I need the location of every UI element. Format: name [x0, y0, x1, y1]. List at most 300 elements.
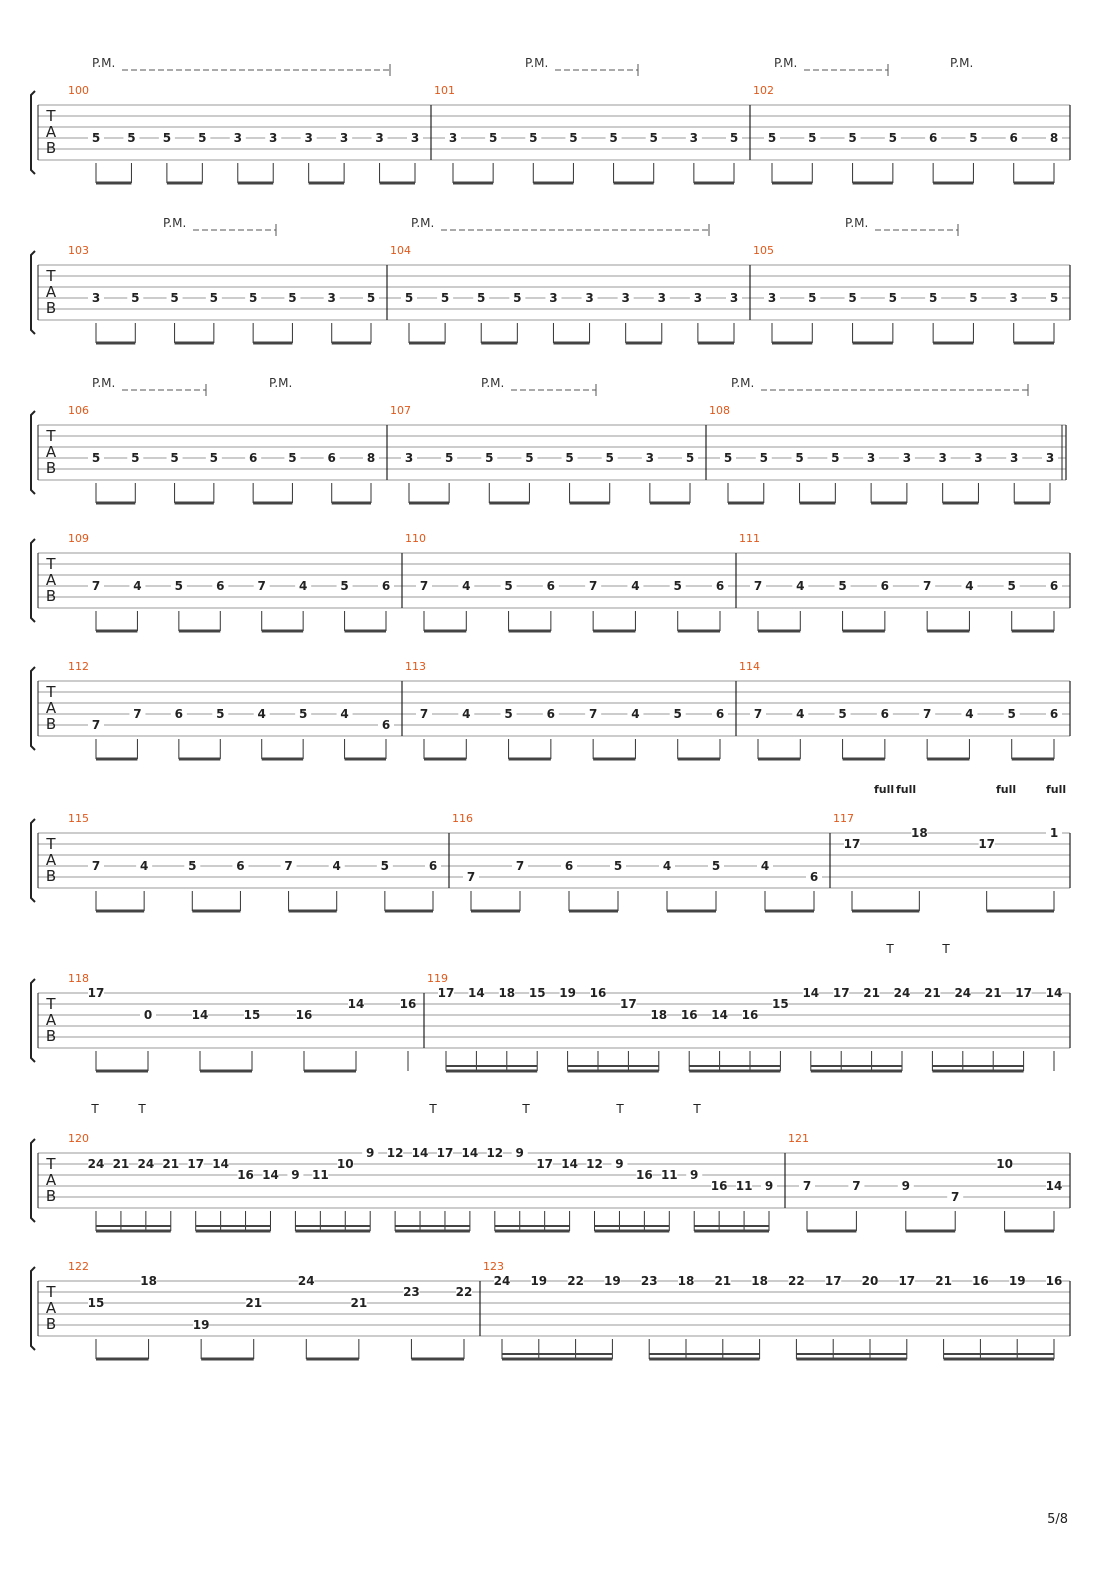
tab-note: 6 [216, 579, 225, 593]
tab-note: 5 [170, 451, 179, 465]
tab-note: 6 [715, 579, 725, 593]
system-bracket [31, 979, 35, 1062]
measure-number: 109 [68, 532, 89, 545]
bend-label: full [896, 783, 917, 796]
tab-note: 18 [498, 986, 516, 1000]
tab-note: 5 [298, 707, 308, 721]
measure-number: 114 [739, 660, 760, 673]
tab-note: 7 [852, 1179, 861, 1193]
tab-note: 9 [690, 1168, 699, 1182]
tab-note: 16 [680, 1008, 698, 1022]
tab-note: 16 [589, 986, 607, 1000]
tab-note: 17 [1015, 986, 1032, 1000]
tab-note: 7 [257, 579, 266, 593]
tab-note: 4 [965, 579, 974, 593]
tab-note: 19 [559, 986, 576, 1000]
tab-note: 7 [466, 870, 476, 884]
tab-note: 6 [428, 859, 438, 873]
tab-note: 5 [565, 451, 574, 465]
tab-note: 3 [938, 451, 947, 465]
tab-clef-letter: A [45, 1011, 57, 1029]
measure-number: 105 [753, 244, 774, 257]
tab-note: 21 [112, 1157, 130, 1171]
tab-note: 5 [288, 291, 297, 305]
tab-note: 9 [764, 1179, 774, 1193]
tab-note: 18 [751, 1274, 768, 1288]
measure-number: 123 [483, 1260, 504, 1273]
tab-note: 7 [284, 859, 293, 873]
tab-note: 5 [366, 291, 376, 305]
tab-note: 16 [237, 1168, 254, 1182]
tab-note: 17 [832, 986, 850, 1000]
measure-number: 103 [68, 244, 89, 257]
tab-note: 14 [1045, 1179, 1063, 1193]
tab-note: 17 [437, 986, 455, 1000]
tab-note: 9 [615, 1157, 624, 1171]
tab-note: 21 [924, 986, 941, 1000]
tab-note: 4 [133, 579, 142, 593]
measure-number: 102 [753, 84, 774, 97]
tab-note: 16 [399, 997, 417, 1011]
tab-note: 7 [951, 1190, 960, 1204]
tab-note: 24 [493, 1274, 511, 1288]
tab-note: 6 [174, 707, 184, 721]
tab-note: 6 [381, 718, 391, 732]
palm-mute-label: P.M. [525, 56, 549, 70]
tab-note: 19 [604, 1274, 621, 1288]
tab-note: 14 [711, 1008, 728, 1022]
tab-note: 3 [549, 291, 558, 305]
tab-note: 7 [91, 718, 101, 732]
tab-note: 0 [143, 1008, 153, 1022]
tab-note: 5 [209, 451, 219, 465]
tab-note: 5 [831, 451, 840, 465]
tab-note: 5 [848, 131, 857, 145]
tab-note: 6 [715, 707, 725, 721]
system-bracket [31, 91, 35, 174]
tab-note: 5 [848, 291, 857, 305]
tab-note: 7 [91, 579, 101, 593]
tab-note: 24 [297, 1274, 315, 1288]
tab-note: 16 [636, 1168, 653, 1182]
tab-note: 5 [605, 451, 614, 465]
tab-note: 5 [569, 131, 578, 145]
measure-number: 100 [68, 84, 89, 97]
palm-mute-label: P.M. [163, 216, 187, 230]
tab-note: 17 [978, 837, 996, 851]
measure-number: 122 [68, 1260, 89, 1273]
tab-note: 14 [411, 1146, 429, 1160]
tab-clef-letter: B [45, 1315, 57, 1333]
tab-note: 5 [209, 291, 219, 305]
tab-note: 5 [444, 451, 454, 465]
tab-note: 5 [525, 451, 534, 465]
tab-clef-letter: B [45, 587, 57, 605]
tab-note: 3 [339, 131, 349, 145]
measure-number: 106 [68, 404, 89, 417]
tab-note: 3 [269, 131, 278, 145]
tab-note: 10 [996, 1157, 1013, 1171]
tab-note: 21 [162, 1157, 180, 1171]
tab-clef-letter: T [46, 1155, 56, 1173]
palm-mute-label: P.M. [411, 216, 435, 230]
tab-note: 5 [838, 707, 847, 721]
tab-note: 6 [248, 451, 258, 465]
tab-note: 3 [585, 291, 594, 305]
measure-number: 117 [833, 812, 854, 825]
tab-note: 3 [693, 291, 703, 305]
tab-note: 4 [298, 579, 308, 593]
tab-note: 20 [861, 1274, 879, 1288]
tab-note: 6 [880, 579, 890, 593]
measure-number: 118 [68, 972, 89, 985]
tab-note: 4 [340, 707, 349, 721]
tab-note: 11 [660, 1168, 678, 1182]
tab-note: 3 [91, 291, 101, 305]
tab-note: 5 [248, 291, 258, 305]
tab-clef-letter: A [45, 571, 57, 589]
tab-clef-letter: A [45, 283, 57, 301]
tab-note: 5 [288, 451, 297, 465]
tab-note: 5 [808, 291, 817, 305]
tab-note: 3 [233, 131, 242, 145]
tab-note: 12 [486, 1146, 504, 1160]
tab-note: 5 [1049, 291, 1059, 305]
tap-mark: T [138, 1102, 146, 1116]
tab-note: 22 [567, 1274, 584, 1288]
tab-note: 3 [1010, 451, 1019, 465]
tab-note: 15 [87, 1296, 105, 1310]
bend-label: full [996, 783, 1017, 796]
tab-note: 14 [262, 1168, 279, 1182]
tab-note: 14 [461, 1146, 479, 1160]
tab-note: 23 [403, 1285, 420, 1299]
measure-number: 101 [434, 84, 455, 97]
tab-note: 14 [561, 1157, 578, 1171]
bend-label: full [874, 783, 895, 796]
tab-note: 22 [455, 1285, 473, 1299]
measure-number: 112 [68, 660, 89, 673]
tab-note: 5 [723, 451, 733, 465]
tab-note: 5 [767, 131, 777, 145]
tab-clef-letter: A [45, 699, 57, 717]
tab-note: 11 [311, 1168, 329, 1182]
system-bracket [31, 1267, 35, 1350]
tab-note: 3 [689, 131, 699, 145]
tab-note: 21 [984, 986, 1002, 1000]
system-bracket [31, 819, 35, 902]
tab-clef-letter: T [46, 427, 56, 445]
system-bracket [31, 539, 35, 622]
tab-note: 18 [650, 1008, 668, 1022]
tab-note: 21 [935, 1274, 952, 1288]
system-bracket [31, 411, 35, 494]
bend-label: full [1046, 783, 1067, 796]
tab-note: 21 [245, 1296, 263, 1310]
tab-note: 17 [824, 1274, 842, 1288]
measure-number: 108 [709, 404, 730, 417]
tab-clef-letter: A [45, 443, 57, 461]
tab-note: 3 [657, 291, 666, 305]
tab-clef-letter: A [45, 1171, 57, 1189]
tab-note: 5 [477, 291, 486, 305]
tab-note: 3 [866, 451, 876, 465]
system-bracket [31, 251, 35, 334]
tap-mark: T [693, 1102, 701, 1116]
tab-note: 15 [772, 997, 789, 1011]
measure-number: 111 [739, 532, 760, 545]
tab-note: 5 [673, 707, 682, 721]
tab-note: 17 [87, 986, 105, 1000]
tab-clef-letter: T [46, 995, 56, 1013]
tab-note: 18 [910, 826, 928, 840]
tab-note: 14 [1045, 986, 1063, 1000]
palm-mute-label: P.M. [269, 376, 293, 390]
tab-note: 16 [972, 1274, 989, 1288]
tab-note: 5 [795, 451, 804, 465]
measure-number: 115 [68, 812, 89, 825]
tab-note: 5 [888, 131, 898, 145]
tab-note: 16 [295, 1008, 313, 1022]
tab-note: 3 [327, 291, 336, 305]
tab-note: 1 [1049, 826, 1059, 840]
tab-note: 5 [711, 859, 721, 873]
tab-note: 16 [741, 1008, 759, 1022]
palm-mute-label: P.M. [774, 56, 798, 70]
palm-mute-label: P.M. [92, 56, 116, 70]
tab-note: 9 [515, 1146, 524, 1160]
tab-note: 4 [796, 579, 805, 593]
tab-note: 6 [1049, 707, 1059, 721]
tab-clef-letter: T [46, 1283, 56, 1301]
palm-mute-label: P.M. [92, 376, 116, 390]
tab-note: 6 [1009, 131, 1018, 145]
tab-note: 4 [462, 579, 471, 593]
tab-note: 14 [347, 997, 365, 1011]
tab-note: 5 [440, 291, 450, 305]
tab-note: 17 [898, 1274, 916, 1288]
tab-note: 5 [969, 291, 978, 305]
tap-mark: T [522, 1102, 530, 1116]
tab-note: 5 [808, 131, 817, 145]
measure-number: 107 [390, 404, 411, 417]
tab-note: 6 [546, 579, 556, 593]
tab-note: 5 [380, 859, 390, 873]
tab-note: 7 [91, 859, 101, 873]
tab-note: 5 [685, 451, 695, 465]
tab-note: 19 [530, 1274, 548, 1288]
tab-note: 18 [677, 1274, 695, 1288]
tab-clef-letter: B [45, 715, 57, 733]
tab-clef-letter: B [45, 1027, 57, 1045]
tab-note: 5 [529, 131, 538, 145]
tab-note: 7 [588, 707, 598, 721]
tab-note: 5 [488, 131, 498, 145]
tab-note: 14 [468, 986, 485, 1000]
tab-note: 15 [528, 986, 546, 1000]
tab-note: 6 [546, 707, 556, 721]
tab-note: 14 [802, 986, 820, 1000]
tab-note: 5 [504, 579, 513, 593]
tab-note: 3 [304, 131, 313, 145]
tab-note: 5 [127, 131, 136, 145]
tab-note: 5 [928, 291, 938, 305]
palm-mute-label: P.M. [845, 216, 869, 230]
tab-clef-letter: T [46, 107, 56, 125]
tab-note: 5 [613, 859, 623, 873]
tab-note: 3 [645, 451, 655, 465]
tab-note: 5 [174, 579, 184, 593]
tab-note: 7 [753, 579, 763, 593]
tab-note: 3 [1009, 291, 1018, 305]
tab-note: 3 [375, 131, 384, 145]
tap-mark: T [886, 942, 894, 956]
tab-note: 5 [504, 707, 513, 721]
tab-clef-letter: B [45, 139, 57, 157]
tab-note: 3 [448, 131, 458, 145]
tab-note: 7 [515, 859, 525, 873]
tap-mark: T [91, 1102, 99, 1116]
tab-note: 7 [419, 707, 429, 721]
tab-note: 5 [1007, 707, 1016, 721]
tab-note: 18 [140, 1274, 157, 1288]
tab-note: 16 [1045, 1274, 1063, 1288]
tab-note: 21 [714, 1274, 732, 1288]
tab-note: 7 [922, 707, 932, 721]
tab-note: 4 [796, 707, 805, 721]
tab-clef-letter: T [46, 683, 56, 701]
tab-note: 6 [928, 131, 938, 145]
tab-note: 7 [753, 707, 763, 721]
tab-note: 21 [350, 1296, 368, 1310]
tab-note: 6 [236, 859, 245, 873]
tab-clef-letter: T [46, 267, 56, 285]
tab-note: 19 [1008, 1274, 1026, 1288]
tab-note: 17 [536, 1157, 554, 1171]
tab-note: 8 [1049, 131, 1059, 145]
tab-note: 6 [327, 451, 336, 465]
tab-note: 4 [257, 707, 266, 721]
measure-number: 110 [405, 532, 426, 545]
tab-note: 5 [91, 451, 101, 465]
tab-note: 7 [588, 579, 598, 593]
tab-note: 21 [863, 986, 880, 1000]
tab-note: 19 [192, 1318, 210, 1332]
tab-note: 23 [640, 1274, 658, 1288]
tab-note: 4 [965, 707, 974, 721]
tab-note: 4 [662, 859, 672, 873]
tab-note: 9 [366, 1146, 375, 1160]
measure-number: 120 [68, 1132, 89, 1145]
system-bracket [31, 1139, 35, 1222]
tab-note: 5 [198, 131, 207, 145]
tab-note: 17 [620, 997, 637, 1011]
tab-note: 17 [436, 1146, 454, 1160]
tab-note: 10 [336, 1157, 354, 1171]
measure-number: 119 [427, 972, 448, 985]
tab-note: 3 [410, 131, 420, 145]
tab-clef-letter: A [45, 1299, 57, 1317]
tab-note: 4 [462, 707, 471, 721]
tab-note: 14 [212, 1157, 229, 1171]
tab-note: 6 [880, 707, 890, 721]
tab-note: 5 [1007, 579, 1016, 593]
tab-note: 24 [87, 1157, 105, 1171]
palm-mute-label: P.M. [950, 56, 974, 70]
tab-note: 7 [802, 1179, 812, 1193]
tab-note: 22 [788, 1274, 805, 1288]
tab-clef-letter: T [46, 555, 56, 573]
tab-note: 3 [404, 451, 414, 465]
tab-note: 6 [1049, 579, 1059, 593]
tab-note: 3 [902, 451, 912, 465]
tab-note: 11 [735, 1179, 753, 1193]
tab-note: 5 [91, 131, 101, 145]
tab-note: 12 [586, 1157, 603, 1171]
tab-clef-letter: B [45, 1187, 57, 1205]
tab-note: 5 [340, 579, 349, 593]
tab-note: 5 [216, 707, 225, 721]
tab-note: 17 [843, 837, 861, 851]
tab-note: 7 [419, 579, 429, 593]
tab-note: 5 [729, 131, 739, 145]
tab-note: 5 [759, 451, 768, 465]
tap-mark: T [429, 1102, 437, 1116]
tab-note: 5 [170, 291, 179, 305]
palm-mute-label: P.M. [481, 376, 505, 390]
tab-note: 24 [893, 986, 911, 1000]
tab-clef-letter: A [45, 851, 57, 869]
tab-note: 14 [191, 1008, 209, 1022]
tab-note: 6 [564, 859, 574, 873]
tab-note: 7 [133, 707, 142, 721]
tab-note: 16 [710, 1179, 728, 1193]
tab-note: 12 [386, 1146, 404, 1160]
tab-note: 4 [332, 859, 341, 873]
measure-number: 104 [390, 244, 411, 257]
tab-note: 24 [137, 1157, 155, 1171]
tab-note: 5 [513, 291, 522, 305]
tab-note: 5 [188, 859, 197, 873]
tab-note: 5 [649, 131, 658, 145]
tab-clef-letter: B [45, 867, 57, 885]
tab-note: 5 [162, 131, 172, 145]
tab-note: 5 [969, 131, 978, 145]
page-number: 5/8 [1047, 1512, 1068, 1527]
measure-number: 116 [452, 812, 473, 825]
tab-note: 4 [139, 859, 149, 873]
tab-note: 15 [243, 1008, 261, 1022]
tab-clef-letter: B [45, 299, 57, 317]
tab-note: 24 [954, 986, 972, 1000]
tab-note: 3 [1045, 451, 1055, 465]
tab-note: 9 [901, 1179, 910, 1193]
tab-note: 6 [809, 870, 819, 884]
tab-note: 17 [187, 1157, 205, 1171]
system-bracket [31, 667, 35, 750]
measure-number: 121 [788, 1132, 809, 1145]
tab-note: 5 [838, 579, 847, 593]
tab-note: 5 [131, 291, 140, 305]
measure-number: 113 [405, 660, 426, 673]
tab-note: 4 [631, 707, 640, 721]
tab-note: 5 [131, 451, 140, 465]
tap-mark: T [616, 1102, 624, 1116]
tab-note: 3 [621, 291, 630, 305]
tab-note: 5 [888, 291, 898, 305]
tab-note: 5 [404, 291, 414, 305]
tab-note: 3 [767, 291, 777, 305]
